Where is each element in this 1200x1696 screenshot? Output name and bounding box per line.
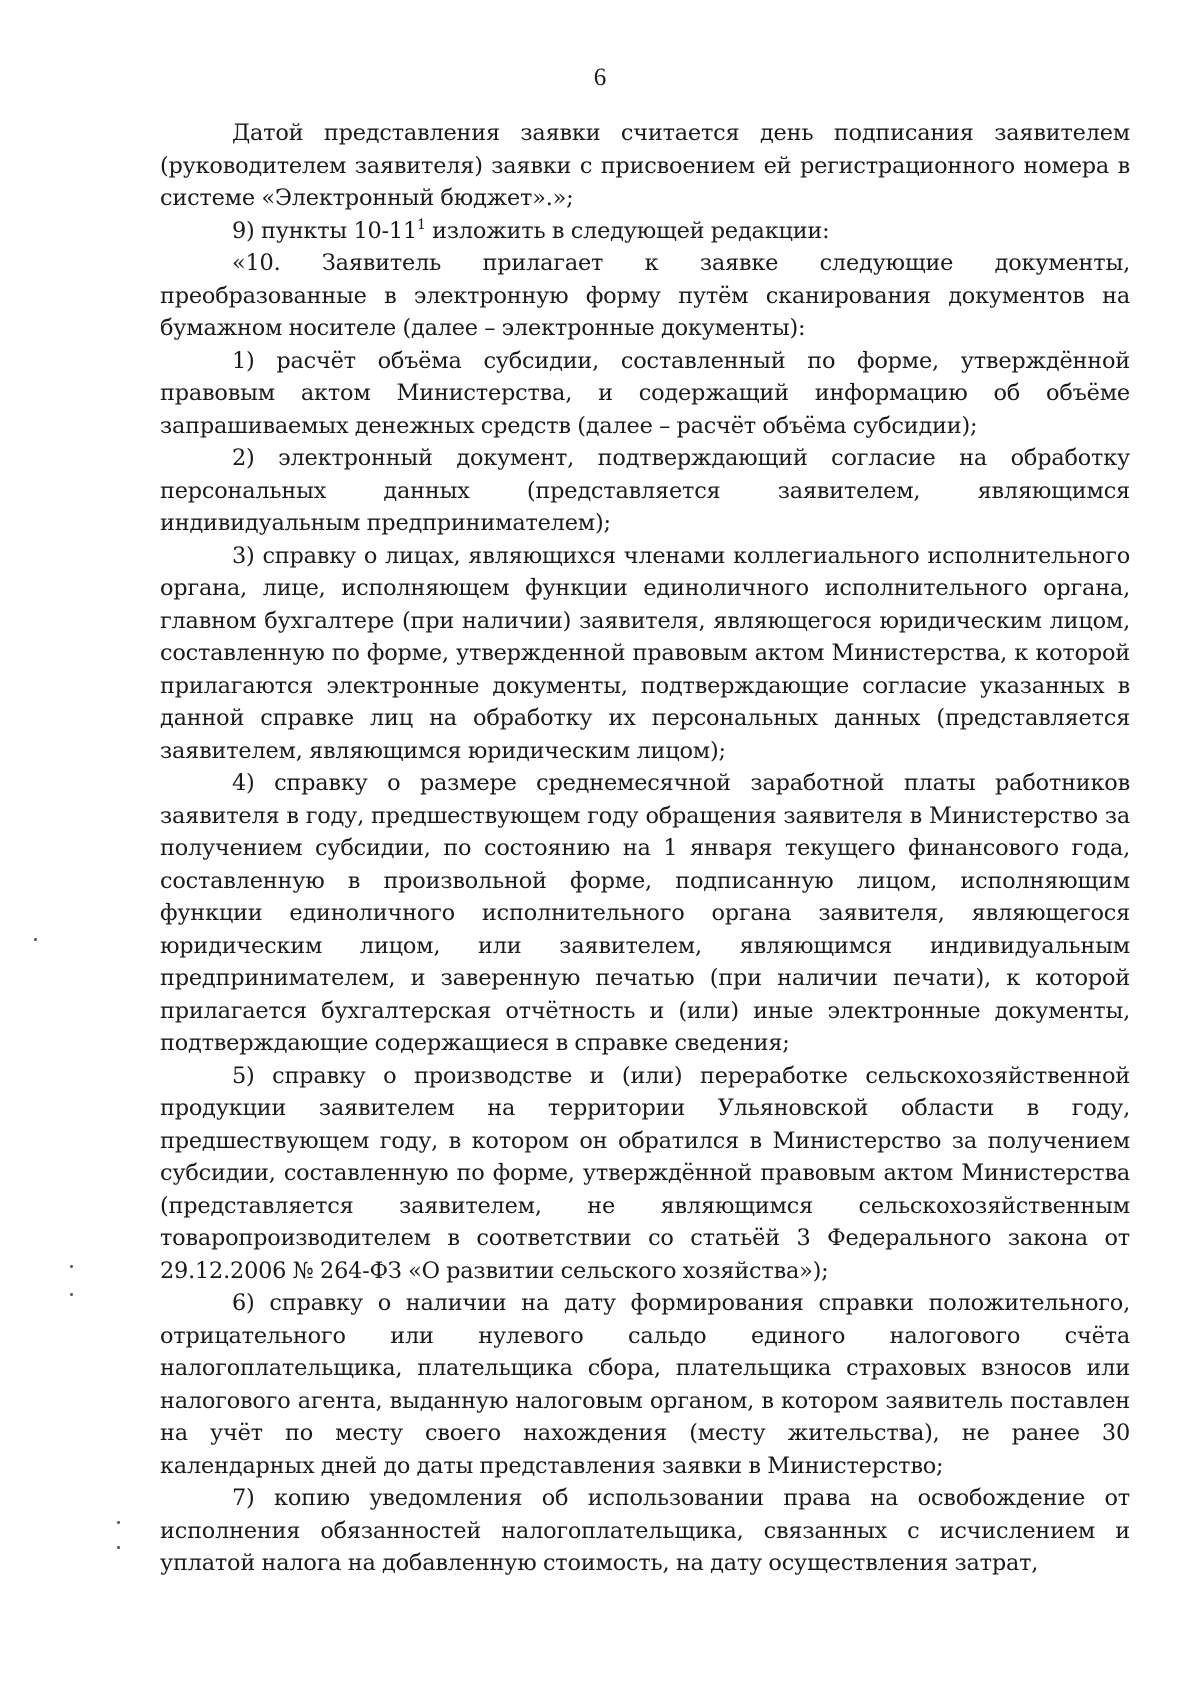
paragraph-point-10: «10. Заявитель прилагает к заявке следующие документы, преобразованные в электронную форму путём сканирования документов на бумажном носителе (далее – электронные документы): [160, 250, 1130, 341]
scan-speck [70, 1293, 73, 1296]
list-item-6: 6) справку о наличии на дату формирования справки положительного, отрицательного или нулевого сальдо единого налогового счёта налогоплательщика, плательщика сбора, плательщика страховых взносов или налогового агента, выданную налоговым органом, в котором заявитель поставлен на учёт по месту своего нахождения (месту жительства), не ранее 30 календарных дней до даты представления заявки в Министерство; [160, 1290, 1130, 1479]
list-item-2: 2) электронный документ, подтверждающий согласие на обработку персональных данных (представляется заявителем, являющимся индивидуальным предпринимателем); [160, 445, 1130, 536]
scan-speck [34, 938, 37, 941]
list-item-7: 7) копию уведомления об использовании права на освобождение от исполнения обязанностей налогоплательщика, связанных с исчислением и уплатой налога на добавленную стоимость, на дату осуществления затрат, [160, 1485, 1130, 1576]
document-body [160, 117, 1130, 1580]
point-9-text-end: изложить в следующей редакции: [425, 217, 830, 244]
page-number: 6 [593, 64, 607, 91]
point-9-superscript: 1 [417, 216, 426, 233]
list-item-3: 3) справку о лицах, являющихся членами коллегиального исполнительного органа, лице, исполняющем функции единоличного исполнительного органа, главном бухгалтере (при наличии) заявителя, являющегося юридическим лицом, составленную по форме, утвержденной правовым актом Министерства, к которой прилагаются электронные документы, подтверждающие согласие указанных в данной справке лиц на обработку их персональных данных (представляется заявителем, являющимся юридическим лицом); [160, 542, 1130, 764]
point-9-text: 9) пункты 10-11 [232, 217, 417, 244]
paragraph-submission-date: Датой представления заявки считается день подписания заявителем (руководителем заявителя) заявки с присвоением ей регистрационного номера в системе «Электронный бюджет».»; [160, 120, 1130, 211]
scan-speck [117, 1546, 120, 1549]
paragraph-point-9 [160, 215, 1130, 248]
list-item-4: 4) справку о размере среднемесячной заработной платы работников заявителя в году, предшествующем году обращения заявителя в Министерство за получением субсидии, по состоянию на 1 января текущего финансового года, составленную в произвольной форме, подписанную лицом, исполняющим функции единоличного исполнительного органа заявителя, являющегося юридическим лицом, или заявителем, являющимся индивидуальным предпринимателем, и заверенную печатью (при наличии печати), к которой прилагается бухгалтерская отчётность и (или) иные электронные документы, подтверждающие содержащиеся в справке сведения; [160, 770, 1130, 1056]
scan-speck [70, 1265, 73, 1268]
list-item-5: 5) справку о производстве и (или) переработке сельскохозяйственной продукции заявителем на территории Ульяновской области в году, предшествующем году, в котором он обратился в Министерство за получением субсидии, составленную по форме, утверждённой правовым актом Министерства (представляется заявителем, не являющимся сельскохозяйственным товаропроизводителем в соответствии со статьёй 3 Федерального закона от 29.12.2006 № 264-ФЗ «О развитии сельского хозяйства»); [160, 1062, 1130, 1284]
list-item-1: 1) расчёт объёма субсидии, составленный по форме, утверждённой правовым актом Министерства, и содержащий информацию об объёме запрашиваемых денежных средств (далее – расчёт объёма субсидии); [160, 347, 1130, 439]
scan-speck [117, 1521, 120, 1524]
